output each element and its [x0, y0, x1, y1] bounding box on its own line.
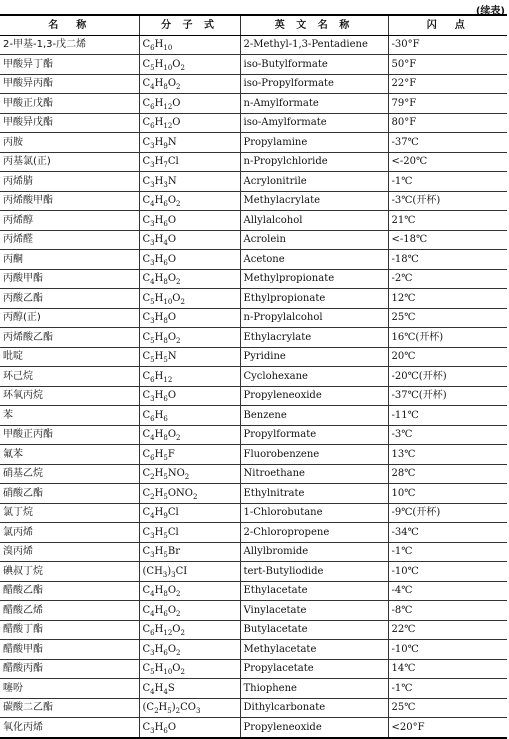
cell-formula: $C_3H_6O$	[139, 211, 240, 231]
cell-flash-point: -10℃	[388, 640, 507, 660]
cell-english-name: n-Amylformate	[240, 94, 388, 114]
cell-flash-point: -8℃	[388, 601, 507, 621]
cell-english-name: Thiophene	[240, 679, 388, 699]
cell-name: 甲酸异丁酯	[0, 55, 139, 75]
cell-english-name: 2-Chloropropene	[240, 523, 388, 543]
cell-english-name: Methylacrylate	[240, 191, 388, 211]
table-row	[0, 542, 507, 562]
cell-formula: $C_3H_5Br$	[139, 542, 240, 562]
cell-name: 硝基乙烷	[0, 464, 139, 484]
cell-flash-point: -37℃	[388, 133, 507, 153]
cell-formula: $C_5H_8O_2$	[139, 328, 240, 348]
table-row	[0, 113, 507, 133]
table-row	[0, 679, 507, 699]
cell-formula: $C_3H_3N$	[139, 172, 240, 192]
cell-flash-point: 20℃	[388, 347, 507, 367]
cell-english-name: Allylalcohol	[240, 211, 388, 231]
cell-formula: $C_3H_7Cl$	[139, 152, 240, 172]
cell-english-name: n-Propylchloride	[240, 152, 388, 172]
cell-flash-point: 80°F	[388, 113, 507, 133]
cell-flash-point: 22°F	[388, 74, 507, 94]
cell-name: 碘叔丁烷	[0, 562, 139, 582]
table-row	[0, 464, 507, 484]
continued-label: (续表)	[475, 6, 505, 17]
table-row	[0, 230, 507, 250]
cell-name: 甲酸正戊酯	[0, 94, 139, 114]
table-row	[0, 659, 507, 679]
table-row	[0, 718, 507, 738]
cell-formula: $C_4H_9Cl$	[139, 503, 240, 523]
cell-formula: $C_5H_{10}O_2$	[139, 289, 240, 309]
cell-formula: $C_4H_6O_2$	[139, 601, 240, 621]
cell-english-name: Vinylacetate	[240, 601, 388, 621]
cell-formula: $C_4H_6O_2$	[139, 191, 240, 211]
table-row	[0, 484, 507, 504]
cell-flash-point: -9℃(开杯)	[388, 503, 507, 523]
cell-flash-point: 28℃	[388, 464, 507, 484]
cell-name: 环氧丙烷	[0, 386, 139, 406]
cell-flash-point: -4℃	[388, 581, 507, 601]
table-row	[0, 172, 507, 192]
cell-flash-point: -1℃	[388, 172, 507, 192]
table-row	[0, 620, 507, 640]
header-flash-point: 闪 点	[388, 15, 507, 35]
cell-flash-point: -20℃(开杯)	[388, 367, 507, 387]
cell-flash-point: -10℃	[388, 562, 507, 582]
table-row	[0, 698, 507, 718]
cell-english-name: Propylformate	[240, 425, 388, 445]
cell-formula: $C_3H_4O$	[139, 230, 240, 250]
cell-formula: $C_4H_8O_2$	[139, 74, 240, 94]
table-row	[0, 55, 507, 75]
table-row	[0, 347, 507, 367]
cell-flash-point: 25℃	[388, 308, 507, 328]
cell-flash-point: -18℃	[388, 250, 507, 270]
cell-formula: $C_4H_8O_2$	[139, 581, 240, 601]
cell-english-name: Acetone	[240, 250, 388, 270]
cell-name: 碳酸二乙酯	[0, 698, 139, 718]
cell-name: 丙烯酸甲酯	[0, 191, 139, 211]
table-row	[0, 35, 507, 55]
cell-formula: $C_3H_6O$	[139, 386, 240, 406]
cell-name: 苯	[0, 406, 139, 426]
cell-flash-point: 25℃	[388, 698, 507, 718]
cell-formula: $C_2H_5NO_2$	[139, 464, 240, 484]
cell-formula: $C_6H_6$	[139, 406, 240, 426]
cell-name: 噻吩	[0, 679, 139, 699]
cell-english-name: tert-Butyliodide	[240, 562, 388, 582]
cell-formula: $C_3H_5Cl$	[139, 523, 240, 543]
cell-english-name: iso-Propylformate	[240, 74, 388, 94]
cell-name: 氯丙烯	[0, 523, 139, 543]
cell-name: 硝酸乙酯	[0, 484, 139, 504]
cell-name: 甲酸异丙酯	[0, 74, 139, 94]
table-row	[0, 152, 507, 172]
table-row	[0, 640, 507, 660]
cell-formula: $C_6H_{12}O$	[139, 113, 240, 133]
cell-name: 丙烯酸乙酯	[0, 328, 139, 348]
cell-flash-point: 79°F	[388, 94, 507, 114]
cell-english-name: Propyleneoxide	[240, 718, 388, 738]
cell-formula: $C_2H_5ONO_2$	[139, 484, 240, 504]
cell-english-name: Dithylcarbonate	[240, 698, 388, 718]
table-row	[0, 503, 507, 523]
cell-name: 醋酸丁酯	[0, 620, 139, 640]
cell-name: 丙基氯(正)	[0, 152, 139, 172]
cell-name: 醋酸丙酯	[0, 659, 139, 679]
cell-flash-point: 50°F	[388, 55, 507, 75]
cell-formula: $C_4H_8O_2$	[139, 425, 240, 445]
table-row	[0, 523, 507, 543]
cell-english-name: iso-Amylformate	[240, 113, 388, 133]
cell-english-name: Propylamine	[240, 133, 388, 153]
cell-english-name: Cyclohexane	[240, 367, 388, 387]
cell-name: 吡啶	[0, 347, 139, 367]
cell-flash-point: -3℃	[388, 425, 507, 445]
cell-name: 氟苯	[0, 445, 139, 465]
cell-flash-point: 12℃	[388, 289, 507, 309]
cell-english-name: Pyridine	[240, 347, 388, 367]
cell-english-name: Ethylacrylate	[240, 328, 388, 348]
header-formula: 分 子 式	[139, 15, 240, 35]
cell-english-name: Propyleneoxide	[240, 386, 388, 406]
cell-flash-point: -3℃(开杯)	[388, 191, 507, 211]
cell-name: 丙烯醛	[0, 230, 139, 250]
cell-english-name: Benzene	[240, 406, 388, 426]
cell-flash-point: 21℃	[388, 211, 507, 231]
cell-name: 醋酸乙酯	[0, 581, 139, 601]
cell-formula: $C_6H_{12}O_2$	[139, 620, 240, 640]
cell-english-name: Acrolein	[240, 230, 388, 250]
cell-flash-point: <-18℃	[388, 230, 507, 250]
cell-name: 甲酸异戊酯	[0, 113, 139, 133]
cell-name: 氧化丙烯	[0, 718, 139, 738]
cell-name: 环己烷	[0, 367, 139, 387]
cell-name: 溴丙烯	[0, 542, 139, 562]
table-row	[0, 269, 507, 289]
cell-english-name: Methylacetate	[240, 640, 388, 660]
cell-english-name: Ethylacetate	[240, 581, 388, 601]
table-row	[0, 601, 507, 621]
cell-english-name: Methylpropionate	[240, 269, 388, 289]
cell-formula: $C_3H_6O_2$	[139, 640, 240, 660]
cell-flash-point: 13℃	[388, 445, 507, 465]
cell-name: 丙胺	[0, 133, 139, 153]
cell-formula: $C_5H_5N$	[139, 347, 240, 367]
table-row	[0, 211, 507, 231]
header-english-name: 英 文 名 称	[240, 15, 388, 35]
cell-name: 丙酸乙酯	[0, 289, 139, 309]
cell-flash-point: -1℃	[388, 679, 507, 699]
table-row	[0, 191, 507, 211]
cell-english-name: 1-Chlorobutane	[240, 503, 388, 523]
cell-flash-point: -37℃(开杯)	[388, 386, 507, 406]
cell-flash-point: 14℃	[388, 659, 507, 679]
table-row	[0, 386, 507, 406]
cell-flash-point: -34℃	[388, 523, 507, 543]
table-row	[0, 445, 507, 465]
cell-formula: $C_6H_{12}O$	[139, 94, 240, 114]
cell-flash-point: -1℃	[388, 542, 507, 562]
cell-name: 丙烯腈	[0, 172, 139, 192]
cell-english-name: Butylacetate	[240, 620, 388, 640]
cell-name: 丙酸甲酯	[0, 269, 139, 289]
cell-formula: $C_5H_{10}O_2$	[139, 55, 240, 75]
cell-flash-point: 10℃	[388, 484, 507, 504]
cell-english-name: Ethylnitrate	[240, 484, 388, 504]
cell-flash-point: <-20℃	[388, 152, 507, 172]
cell-name: 丙酮	[0, 250, 139, 270]
cell-english-name: n-Propylalcohol	[240, 308, 388, 328]
cell-formula: $C_3H_8O$	[139, 308, 240, 328]
table-row	[0, 289, 507, 309]
table-row	[0, 406, 507, 426]
cell-formula: $(CH_3)_3CI$	[139, 562, 240, 582]
cell-name: 醋酸甲酯	[0, 640, 139, 660]
header-row	[0, 15, 507, 35]
table-row	[0, 581, 507, 601]
cell-formula: $C_3H_9N$	[139, 133, 240, 153]
cell-english-name: Fluorobenzene	[240, 445, 388, 465]
cell-flash-point: <20°F	[388, 718, 507, 738]
cell-flash-point: 16℃(开杯)	[388, 328, 507, 348]
cell-flash-point: 22℃	[388, 620, 507, 640]
cell-formula: $C_3H_6O$	[139, 718, 240, 738]
cell-formula: $C_3H_6O$	[139, 250, 240, 270]
flash-point-table	[0, 14, 507, 739]
cell-formula: $C_6H_{12}$	[139, 367, 240, 387]
cell-english-name: Propylacetate	[240, 659, 388, 679]
cell-name: 醋酸乙烯	[0, 601, 139, 621]
cell-flash-point: -2℃	[388, 269, 507, 289]
table-row	[0, 74, 507, 94]
cell-english-name: Acrylonitrile	[240, 172, 388, 192]
table-row	[0, 308, 507, 328]
cell-flash-point: -30°F	[388, 35, 507, 55]
cell-formula: $C_5H_{10}O_2$	[139, 659, 240, 679]
cell-name: 丙醇(正)	[0, 308, 139, 328]
cell-formula: $C_4H_4S$	[139, 679, 240, 699]
cell-name: 2-甲基-1,3-戊二烯	[0, 35, 139, 55]
cell-flash-point: -11℃	[388, 406, 507, 426]
table-row	[0, 250, 507, 270]
cell-name: 丙烯醇	[0, 211, 139, 231]
header-name: 名 称	[0, 15, 139, 35]
table-row	[0, 94, 507, 114]
cell-formula: $(C_2H_5)_2CO_3$	[139, 698, 240, 718]
table-row	[0, 425, 507, 445]
cell-formula: $C_6H_{10}$	[139, 35, 240, 55]
cell-english-name: Nitroethane	[240, 464, 388, 484]
cell-name: 氯丁烷	[0, 503, 139, 523]
cell-english-name: iso-Butylformate	[240, 55, 388, 75]
cell-formula: $C_4H_8O_2$	[139, 269, 240, 289]
cell-english-name: Allylbromide	[240, 542, 388, 562]
table-row	[0, 367, 507, 387]
cell-english-name: 2-Methyl-1,3-Pentadiene	[240, 35, 388, 55]
cell-formula: $C_6H_5F$	[139, 445, 240, 465]
table-row	[0, 133, 507, 153]
cell-name: 甲酸正丙酯	[0, 425, 139, 445]
table-row	[0, 328, 507, 348]
cell-english-name: Ethylpropionate	[240, 289, 388, 309]
table-row	[0, 562, 507, 582]
